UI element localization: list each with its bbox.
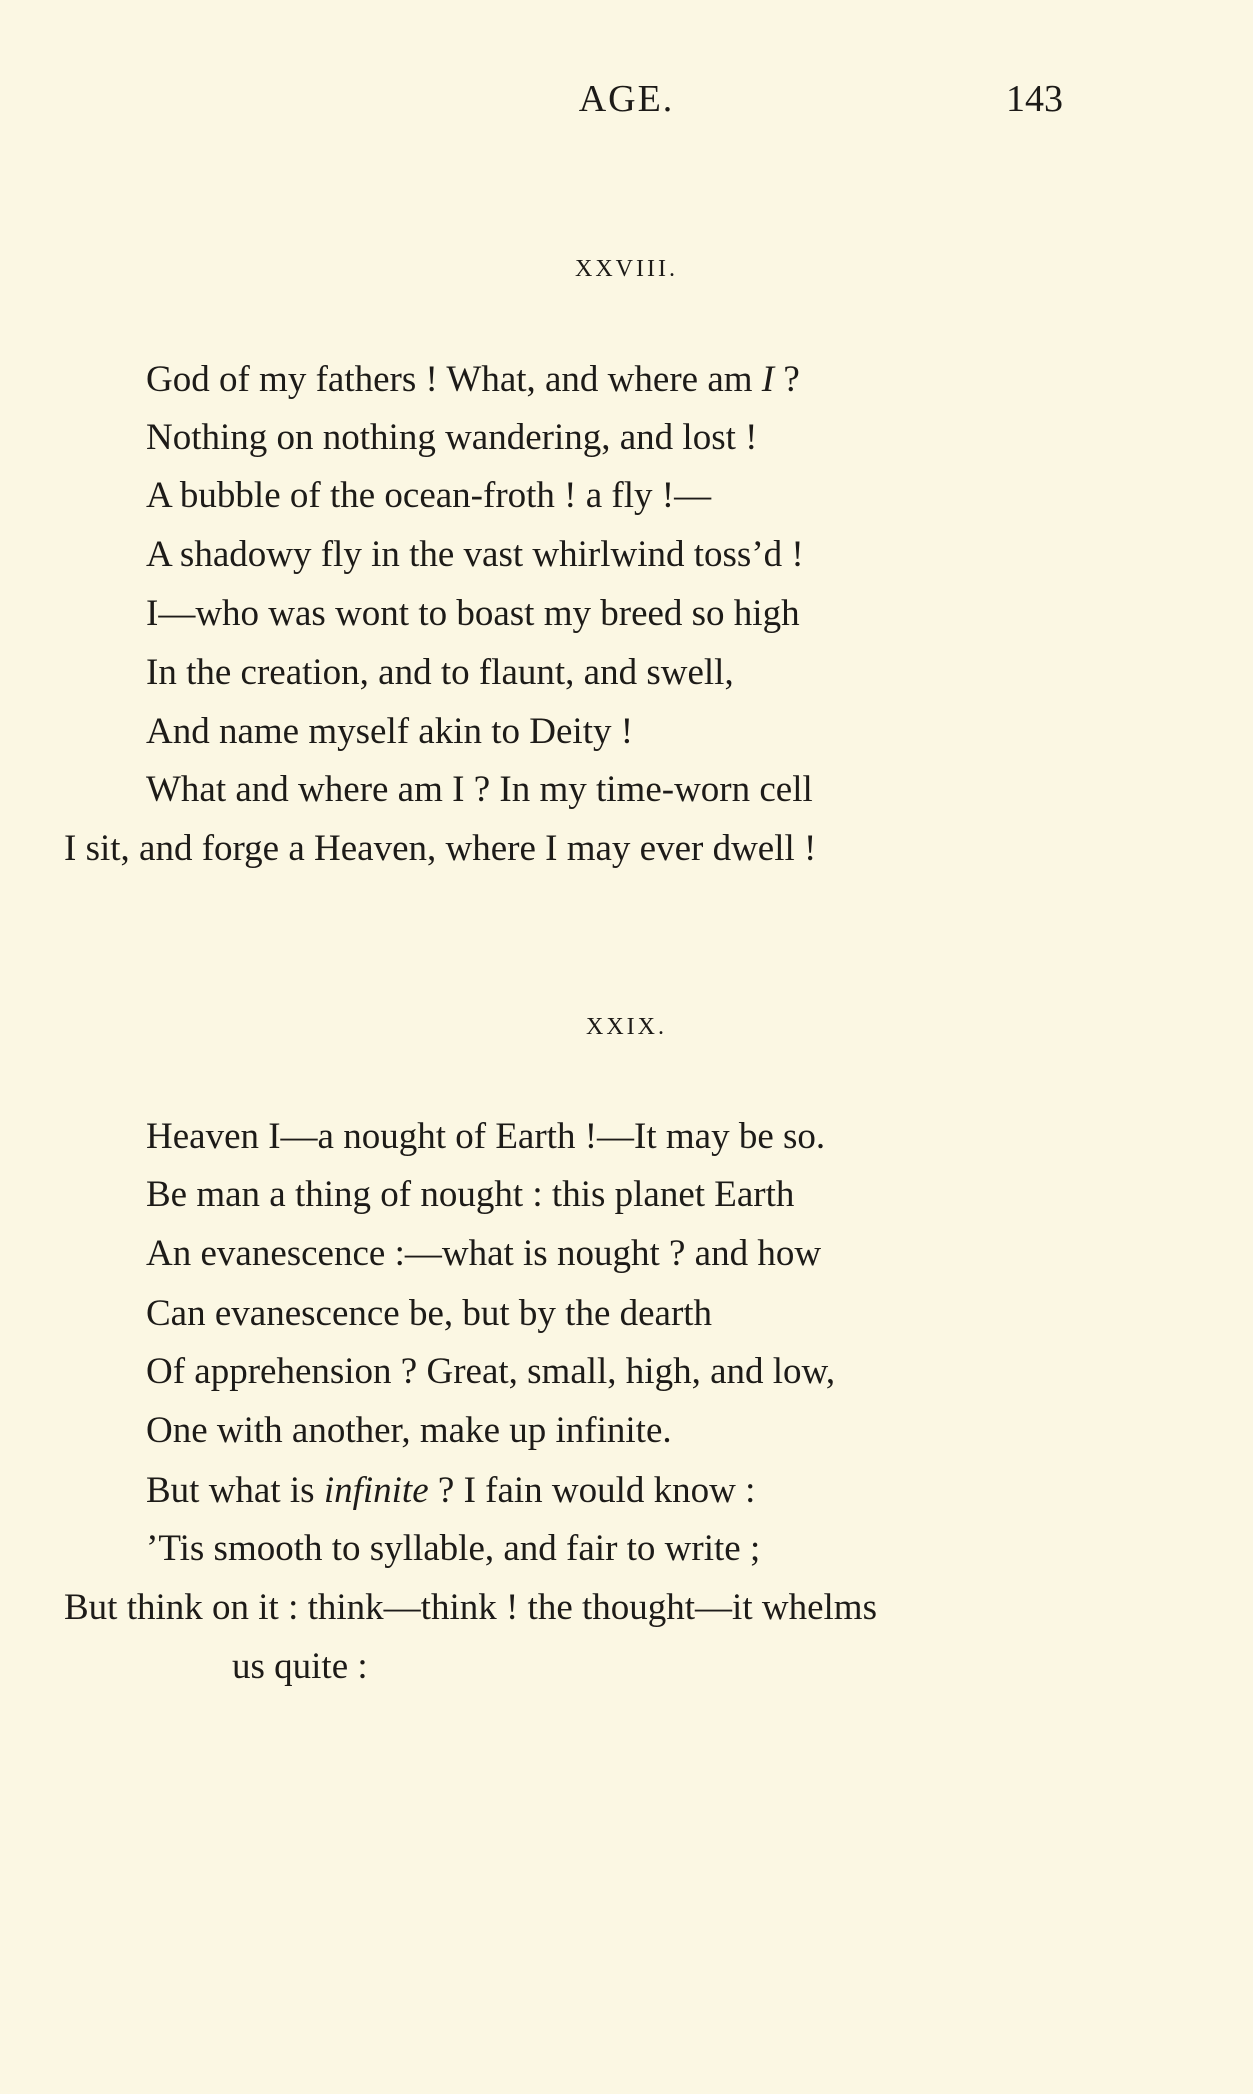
verse-line: Of apprehension ? Great, small, high, and low, <box>146 1351 836 1392</box>
verse-line: ’Tis smooth to syllable, and fair to write ; <box>146 1528 761 1569</box>
verse-line-continuation: us quite : <box>232 1646 368 1687</box>
verse-line: What and where am I ? In my time-worn cell <box>146 769 813 810</box>
verse-line: And name myself akin to Deity ! <box>146 711 634 752</box>
stanza-numeral: XXIX. <box>586 1014 667 1040</box>
verse-line: A shadowy fly in the vast whirlwind toss’d ! <box>146 534 804 575</box>
verse-line: One with another, make up infinite. <box>146 1410 672 1451</box>
verse-line: I—who was wont to boast my breed so high <box>146 593 800 634</box>
verse-line: A bubble of the ocean-froth ! a fly !— <box>146 475 712 516</box>
stanza-numeral: XXVIII. <box>575 256 678 282</box>
verse-line: Can evanescence be, but by the dearth <box>146 1293 713 1334</box>
running-title: AGE. <box>578 78 675 120</box>
verse-line: But what is infinite ? I fain would know : <box>146 1470 756 1511</box>
verse-line: In the creation, and to flaunt, and swell, <box>146 652 734 693</box>
page-number: 143 <box>1006 78 1063 120</box>
verse-line: God of my fathers ! What, and where am I ? <box>146 359 800 400</box>
verse-line: Be man a thing of nought : this planet Earth <box>146 1174 795 1215</box>
verse-line: But think on it : think—think ! the thought—it whelms <box>64 1587 877 1628</box>
verse-line: Nothing on nothing wandering, and lost ! <box>146 417 758 458</box>
verse-line: An evanescence :—what is nought ? and how <box>146 1233 822 1274</box>
verse-line: Heaven I—a nought of Earth !—It may be so. <box>146 1116 826 1157</box>
verse-line: I sit, and forge a Heaven, where I may ever dwell ! <box>64 828 817 869</box>
